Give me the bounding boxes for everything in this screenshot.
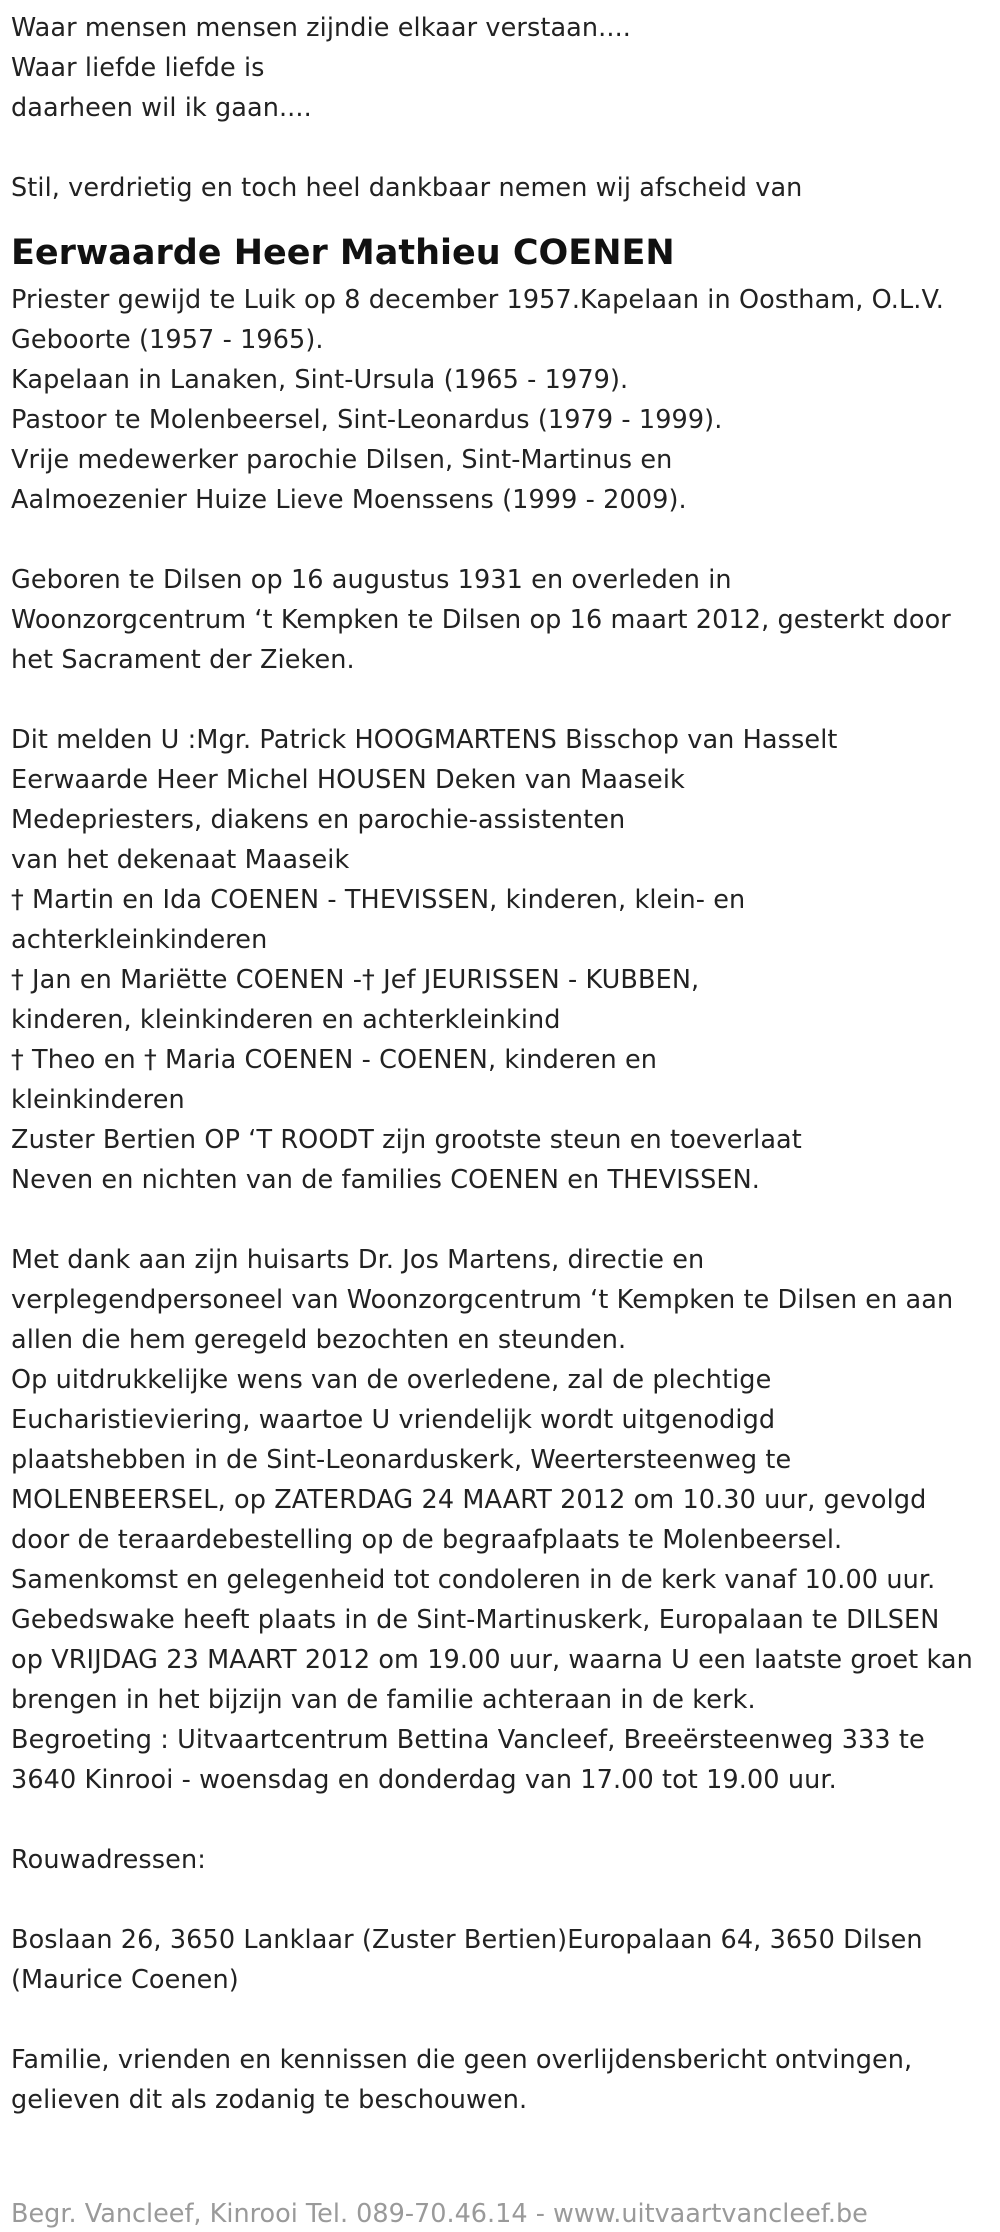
deceased-name: Eerwaarde Heer Mathieu COENEN (11, 233, 675, 273)
details-line: door de teraardebestelling op de begraafplaats te Molenbeersel. (11, 1525, 843, 1555)
address-line: (Maurice Coenen) (11, 1965, 239, 1995)
obituary-document (11, 8, 996, 2120)
announcer-line: Eerwaarde Heer Michel HOUSEN Deken van Maaseik (11, 765, 685, 795)
details-line: Op uitdrukkelijke wens van de overledene, zal de plechtige (11, 1365, 772, 1395)
closing-line: gelieven dit als zodanig te beschouwen. (11, 2085, 528, 2115)
announcer-line: Dit melden U :Mgr. Patrick HOOGMARTENS Bisschop van Hasselt (11, 725, 838, 755)
announcer-line: Medepriesters, diakens en parochie-assistenten (11, 805, 626, 835)
details-line: MOLENBEERSEL, op ZATERDAG 24 MAART 2012 om 10.30 uur, gevolgd (11, 1485, 927, 1515)
details-line: brengen in het bijzijn van de familie achteraan in de kerk. (11, 1685, 756, 1715)
birth-line: het Sacrament der Zieken. (11, 645, 355, 675)
announcer-line: kleinkinderen (11, 1085, 185, 1115)
poem-line: daarheen wil ik gaan.... (11, 93, 312, 123)
announcer-line: † Theo en † Maria COENEN - COENEN, kinderen en (11, 1045, 658, 1075)
announcer-line: Zuster Bertien OP ‘T ROODT zijn grootste steun en toeverlaat (11, 1125, 802, 1155)
addresses-section (11, 1920, 996, 2000)
career-line: Pastoor te Molenbeersel, Sint-Leonardus (1979 - 1999). (11, 405, 723, 435)
announcer-line: kinderen, kleinkinderen en achterkleinkind (11, 1005, 561, 1035)
birth-death-section (11, 560, 996, 680)
intro-text: Stil, verdrietig en toch heel dankbaar nemen wij afscheid van (11, 173, 803, 203)
announcer-line: † Martin en Ida COENEN - THEVISSEN, kinderen, klein- en (11, 885, 746, 915)
footer-contact: Begr. Vancleef, Kinrooi Tel. 089-70.46.14 - www.uitvaartvancleef.be (11, 2199, 868, 2229)
details-line: Gebedswake heeft plaats in de Sint-Martinuskerk, Europalaan te DILSEN (11, 1605, 940, 1635)
details-line: Met dank aan zijn huisarts Dr. Jos Martens, directie en (11, 1245, 705, 1275)
closing-section (11, 2040, 996, 2120)
details-line: Samenkomst en gelegenheid tot condoleren in de kerk vanaf 10.00 uur. (11, 1565, 936, 1595)
details-line: op VRIJDAG 23 MAART 2012 om 19.00 uur, waarna U een laatste groet kan (11, 1645, 973, 1675)
details-line: 3640 Kinrooi - woensdag en donderdag van 17.00 tot 19.00 uur. (11, 1765, 837, 1795)
details-line: allen die hem geregeld bezochten en steunden. (11, 1325, 627, 1355)
poem (11, 8, 996, 128)
announcer-line: † Jan en Mariëtte COENEN -† Jef JEURISSEN - KUBBEN, (11, 965, 700, 995)
announcers-section (11, 720, 996, 1200)
spacer (11, 1800, 996, 1840)
details-line: verplegendpersoneel van Woonzorgcentrum ‘t Kempken te Dilsen en aan (11, 1285, 954, 1315)
closing-line: Familie, vrienden en kennissen die geen overlijdensbericht ontvingen, (11, 2045, 913, 2075)
details-line: Begroeting : Uitvaartcentrum Bettina Vancleef, Breeërsteenweg 333 te (11, 1725, 925, 1755)
announcer-line: achterkleinkinderen (11, 925, 268, 955)
career-line: Aalmoezenier Huize Lieve Moenssens (1999 - 2009). (11, 485, 687, 515)
spacer (11, 2000, 996, 2040)
spacer (11, 680, 996, 720)
spacer (11, 1880, 996, 1920)
poem-line: Waar liefde liefde is (11, 53, 265, 83)
poem-line: Waar mensen mensen zijndie elkaar verstaan.... (11, 13, 631, 43)
details-line: plaatshebben in de Sint-Leonarduskerk, Weertersteenweg te (11, 1445, 792, 1475)
career-line: Geboorte (1957 - 1965). (11, 325, 324, 355)
career-line: Kapelaan in Lanaken, Sint-Ursula (1965 - 1979). (11, 365, 629, 395)
announcer-line: van het dekenaat Maaseik (11, 845, 350, 875)
spacer (11, 1200, 996, 1240)
address-line: Boslaan 26, 3650 Lanklaar (Zuster Bertien)Europalaan 64, 3650 Dilsen (11, 1925, 923, 1955)
spacer (11, 128, 996, 168)
details-section (11, 1240, 996, 1800)
birth-line: Woonzorgcentrum ‘t Kempken te Dilsen op 16 maart 2012, gesterkt door (11, 605, 951, 635)
birth-line: Geboren te Dilsen op 16 augustus 1931 en overleden in (11, 565, 732, 595)
spacer (11, 520, 996, 560)
career-line: Vrije medewerker parochie Dilsen, Sint-Martinus en (11, 445, 673, 475)
addresses-heading: Rouwadressen: (11, 1845, 206, 1875)
announcer-line: Neven en nichten van de families COENEN en THEVISSEN. (11, 1165, 760, 1195)
career-line: Priester gewijd te Luik op 8 december 1957.Kapelaan in Oostham, O.L.V. (11, 285, 944, 315)
career-section (11, 280, 996, 520)
details-line: Eucharistieviering, waartoe U vriendelijk wordt uitgenodigd (11, 1405, 776, 1435)
